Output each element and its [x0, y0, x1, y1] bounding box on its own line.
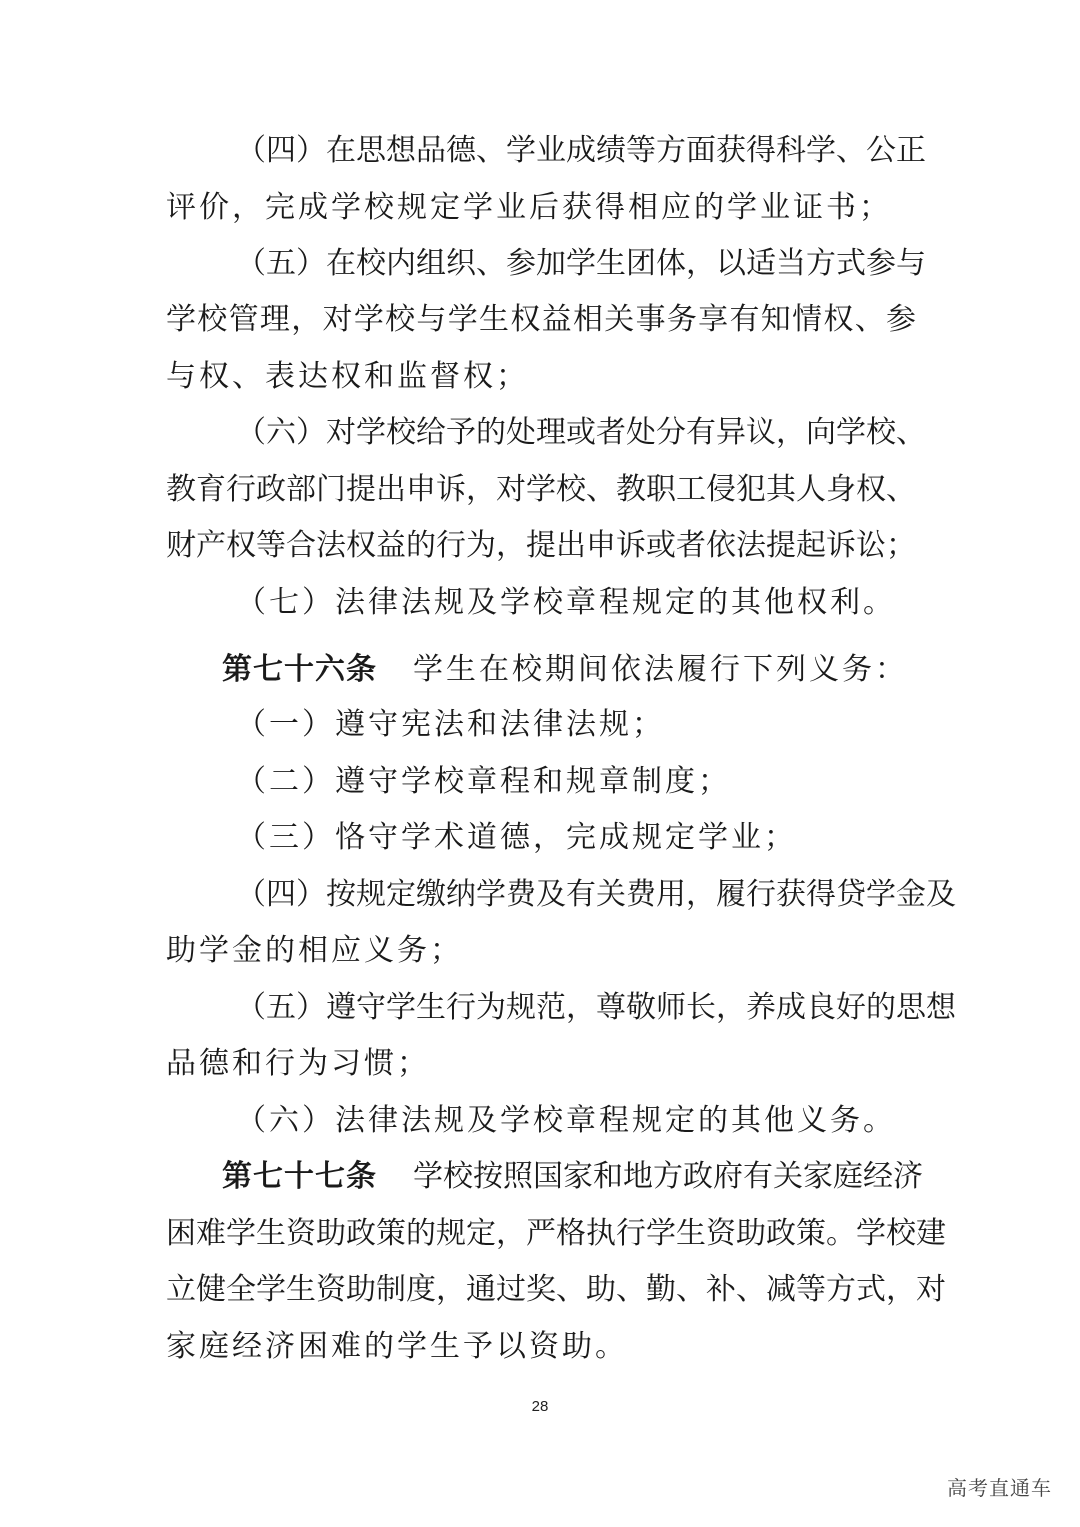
- watermark: 高考直通车: [947, 1476, 1052, 1500]
- text-line: 困难学生资助政策的规定，严格执行学生资助政策。学校建: [166, 1216, 946, 1251]
- text-line: （四）按规定缴纳学费及有关费用，履行获得贷学金及: [236, 877, 956, 912]
- text-line: 家庭经济困难的学生予以资助。: [166, 1329, 628, 1364]
- text-line: 评价，完成学校规定学业后获得相应的学业证书；: [166, 190, 892, 225]
- text-line: 品德和行为习惯；: [166, 1046, 430, 1081]
- text-line: （一）遵守宪法和法律法规；: [236, 707, 665, 742]
- article-77-text: 学校按照国家和地方政府有关家庭经济: [413, 1159, 923, 1194]
- text-line: （六）对学校给予的处理或者处分有异议，向学校、: [236, 415, 926, 450]
- text-line: （二）遵守学校章程和规章制度；: [236, 764, 731, 799]
- article-76-text: 学生在校期间依法履行下列义务：: [413, 652, 908, 687]
- text-line: （七）法律法规及学校章程规定的其他权利。: [236, 585, 896, 620]
- text-line: 财产权等合法权益的行为，提出申诉或者依法提起诉讼；: [166, 528, 916, 563]
- text-line: （六）法律法规及学校章程规定的其他义务。: [236, 1103, 896, 1138]
- text-line: （四）在思想品德、学业成绩等方面获得科学、公正: [236, 133, 926, 168]
- text-line: （三）恪守学术道德，完成规定学业；: [236, 820, 797, 855]
- text-line: 与权、表达权和监督权；: [166, 359, 529, 394]
- article-77-title: 第七十七条: [222, 1159, 377, 1194]
- text-line: （五）遵守学生行为规范，尊敬师长，养成良好的思想: [236, 990, 956, 1025]
- text-line: 教育行政部门提出申诉，对学校、教职工侵犯其人身权、: [166, 472, 916, 507]
- text-line: 学校管理，对学校与学生权益相关事务享有知情权、参: [166, 302, 916, 337]
- text-line: （五）在校内组织、参加学生团体，以适当方式参与: [236, 246, 926, 281]
- text-line: 立健全学生资助制度，通过奖、助、勤、补、减等方式，对: [166, 1272, 946, 1307]
- article-76-title: 第七十六条: [222, 652, 377, 687]
- text-line: 助学金的相应义务；: [166, 933, 463, 968]
- article-76-line: [222, 652, 908, 688]
- article-77-line: [222, 1159, 923, 1195]
- page-number: 28: [531, 1398, 549, 1415]
